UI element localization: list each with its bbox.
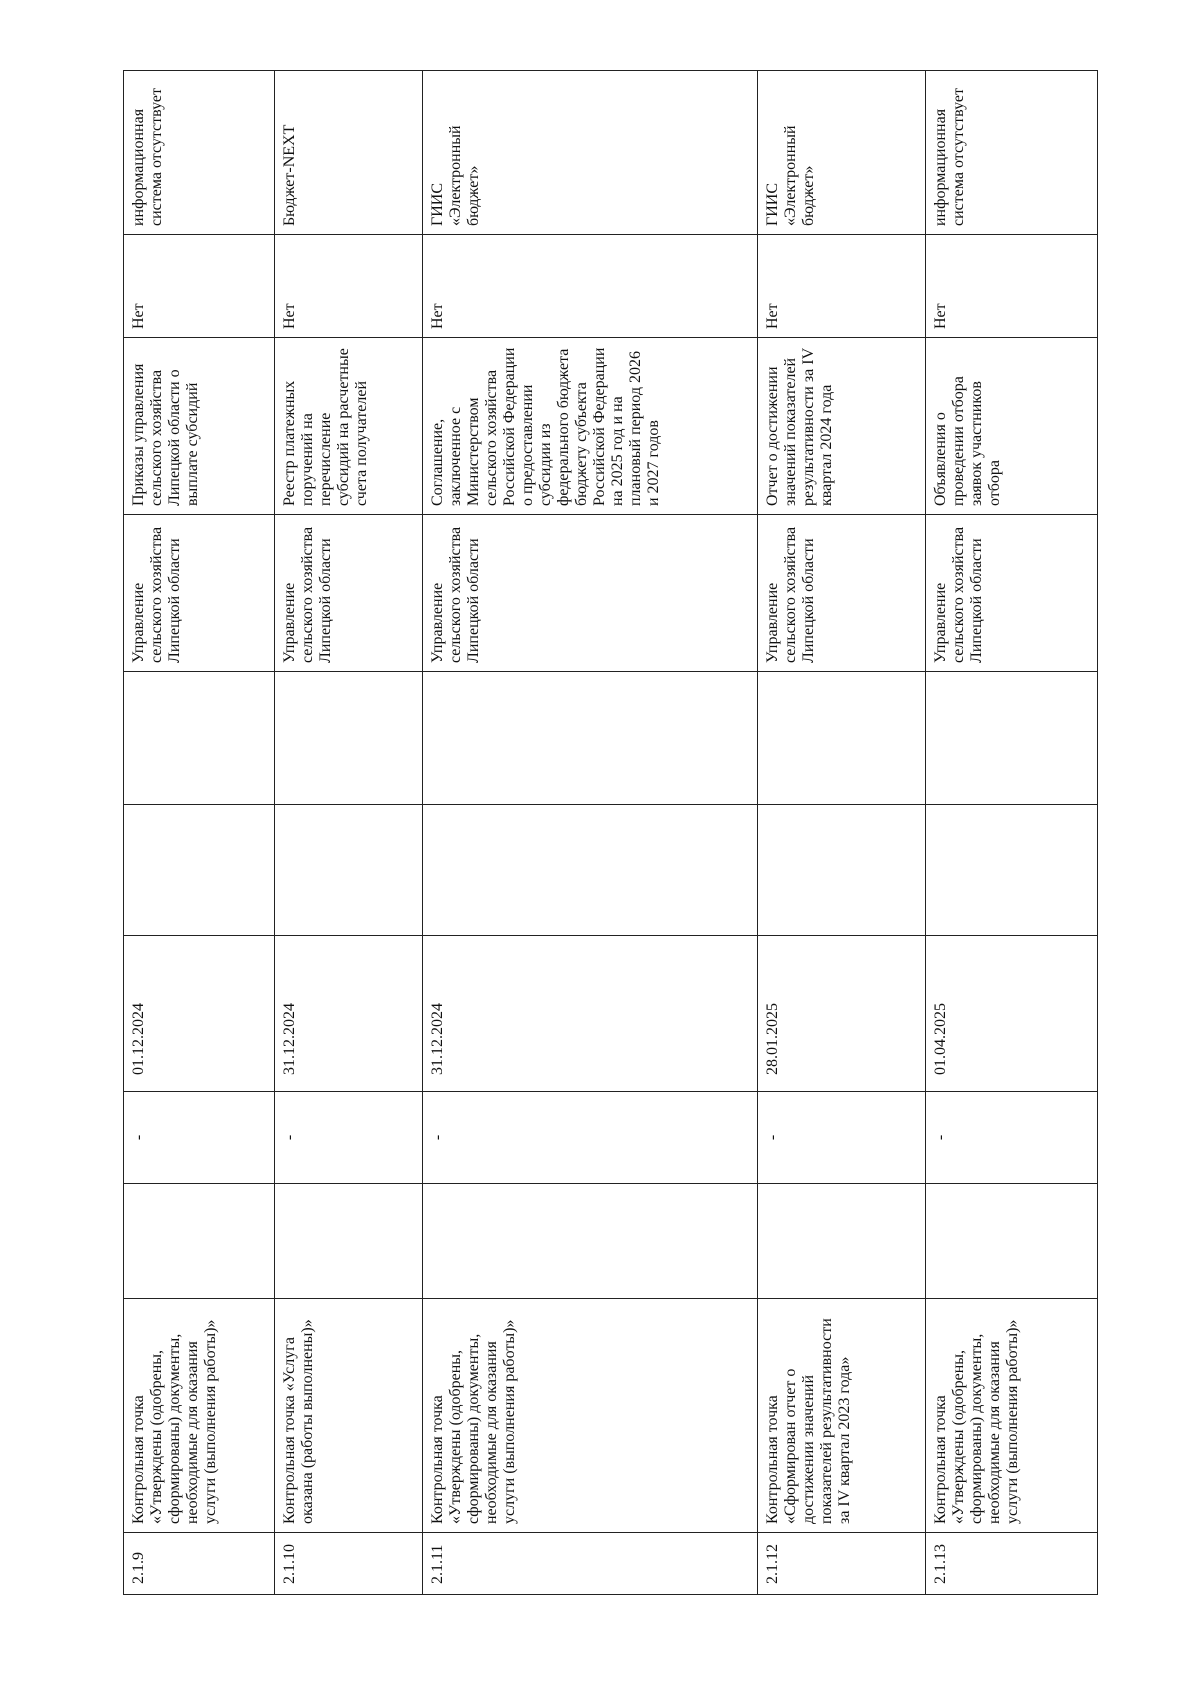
- dash-cell: -: [275, 1092, 423, 1184]
- empty-cell: [275, 805, 423, 936]
- flag-cell: Нет: [124, 235, 275, 338]
- empty-cell: [926, 672, 1098, 805]
- responsible-cell: Управление сельского хозяйства Липецкой области: [423, 515, 758, 672]
- control-points-table: [123, 70, 1098, 1595]
- document-cell: Приказы управления сельского хозяйства Липецкой области о выплате субсидий: [124, 338, 275, 515]
- empty-cell: [758, 1184, 926, 1299]
- dash-cell: -: [423, 1092, 758, 1184]
- empty-cell: [758, 672, 926, 805]
- date-cell: 31.12.2024: [275, 936, 423, 1092]
- event-cell: Контрольная точка «Утверждены (одобрены, сформированы) документы, необходимые для оказания услуги (выполнения работы)»: [926, 1299, 1098, 1533]
- flag-cell: Нет: [758, 235, 926, 338]
- empty-cell: [124, 1184, 275, 1299]
- date-cell: 01.12.2024: [124, 936, 275, 1092]
- system-cell: информационная система отсутствует: [124, 71, 275, 235]
- system-cell: информационная система отсутствует: [926, 71, 1098, 235]
- flag-cell: Нет: [275, 235, 423, 338]
- empty-cell: [758, 805, 926, 936]
- empty-cell: [124, 805, 275, 936]
- empty-cell: [926, 1184, 1098, 1299]
- event-cell: Контрольная точка «Утверждены (одобрены, сформированы) документы, необходимые для оказания услуги (выполнения работы)»: [423, 1299, 758, 1533]
- table-row: [926, 71, 1098, 1595]
- responsible-cell: Управление сельского хозяйства Липецкой области: [926, 515, 1098, 672]
- responsible-cell: Управление сельского хозяйства Липецкой области: [124, 515, 275, 672]
- empty-cell: [275, 1184, 423, 1299]
- document-cell: Реестр платежных поручений на перечисление субсидий на расчетные счета получателей: [275, 338, 423, 515]
- responsible-cell: Управление сельского хозяйства Липецкой области: [758, 515, 926, 672]
- rotated-table-container: [123, 71, 1097, 1595]
- empty-cell: [423, 1184, 758, 1299]
- event-cell: Контрольная точка «Услуга оказана (работы выполнены)»: [275, 1299, 423, 1533]
- event-cell: Контрольная точка «Утверждены (одобрены, сформированы) документы, необходимые для оказания услуги (выполнения работы)»: [124, 1299, 275, 1533]
- row-number: 2.1.9: [124, 1533, 275, 1595]
- row-number: 2.1.10: [275, 1533, 423, 1595]
- system-cell: ГИИС «Электронный бюджет»: [423, 71, 758, 235]
- empty-cell: [926, 805, 1098, 936]
- table-row: [124, 71, 275, 1595]
- empty-cell: [423, 805, 758, 936]
- date-cell: 31.12.2024: [423, 936, 758, 1092]
- date-cell: 01.04.2025: [926, 936, 1098, 1092]
- dash-cell: -: [124, 1092, 275, 1184]
- empty-cell: [423, 672, 758, 805]
- responsible-cell: Управление сельского хозяйства Липецкой области: [275, 515, 423, 672]
- row-number: 2.1.13: [926, 1533, 1098, 1595]
- date-cell: 28.01.2025: [758, 936, 926, 1092]
- document-cell: Отчет о достижении значений показателей результативности за IV квартал 2024 года: [758, 338, 926, 515]
- table-row: [423, 71, 758, 1595]
- flag-cell: Нет: [423, 235, 758, 338]
- dash-cell: -: [926, 1092, 1098, 1184]
- table-row: [275, 71, 423, 1595]
- row-number: 2.1.12: [758, 1533, 926, 1595]
- document-cell: Объявления о проведении отбора заявок участников отбора: [926, 338, 1098, 515]
- empty-cell: [124, 672, 275, 805]
- flag-cell: Нет: [926, 235, 1098, 338]
- document-cell: Соглашение, заключенное с Министерством сельского хозяйства Российской Федерации о предоставлении субсидии из федерального бюджета бюджету субъекта Российской Федерации на 2025 год и на плановый период 2026 и 2027 годов: [423, 338, 758, 515]
- event-cell: Контрольная точка «Сформирован отчет о достижении значений показателей результативности за IV квартал 2023 года»: [758, 1299, 926, 1533]
- dash-cell: -: [758, 1092, 926, 1184]
- system-cell: Бюджет-NEXT: [275, 71, 423, 235]
- table-row: [758, 71, 926, 1595]
- row-number: 2.1.11: [423, 1533, 758, 1595]
- empty-cell: [275, 672, 423, 805]
- system-cell: ГИИС «Электронный бюджет»: [758, 71, 926, 235]
